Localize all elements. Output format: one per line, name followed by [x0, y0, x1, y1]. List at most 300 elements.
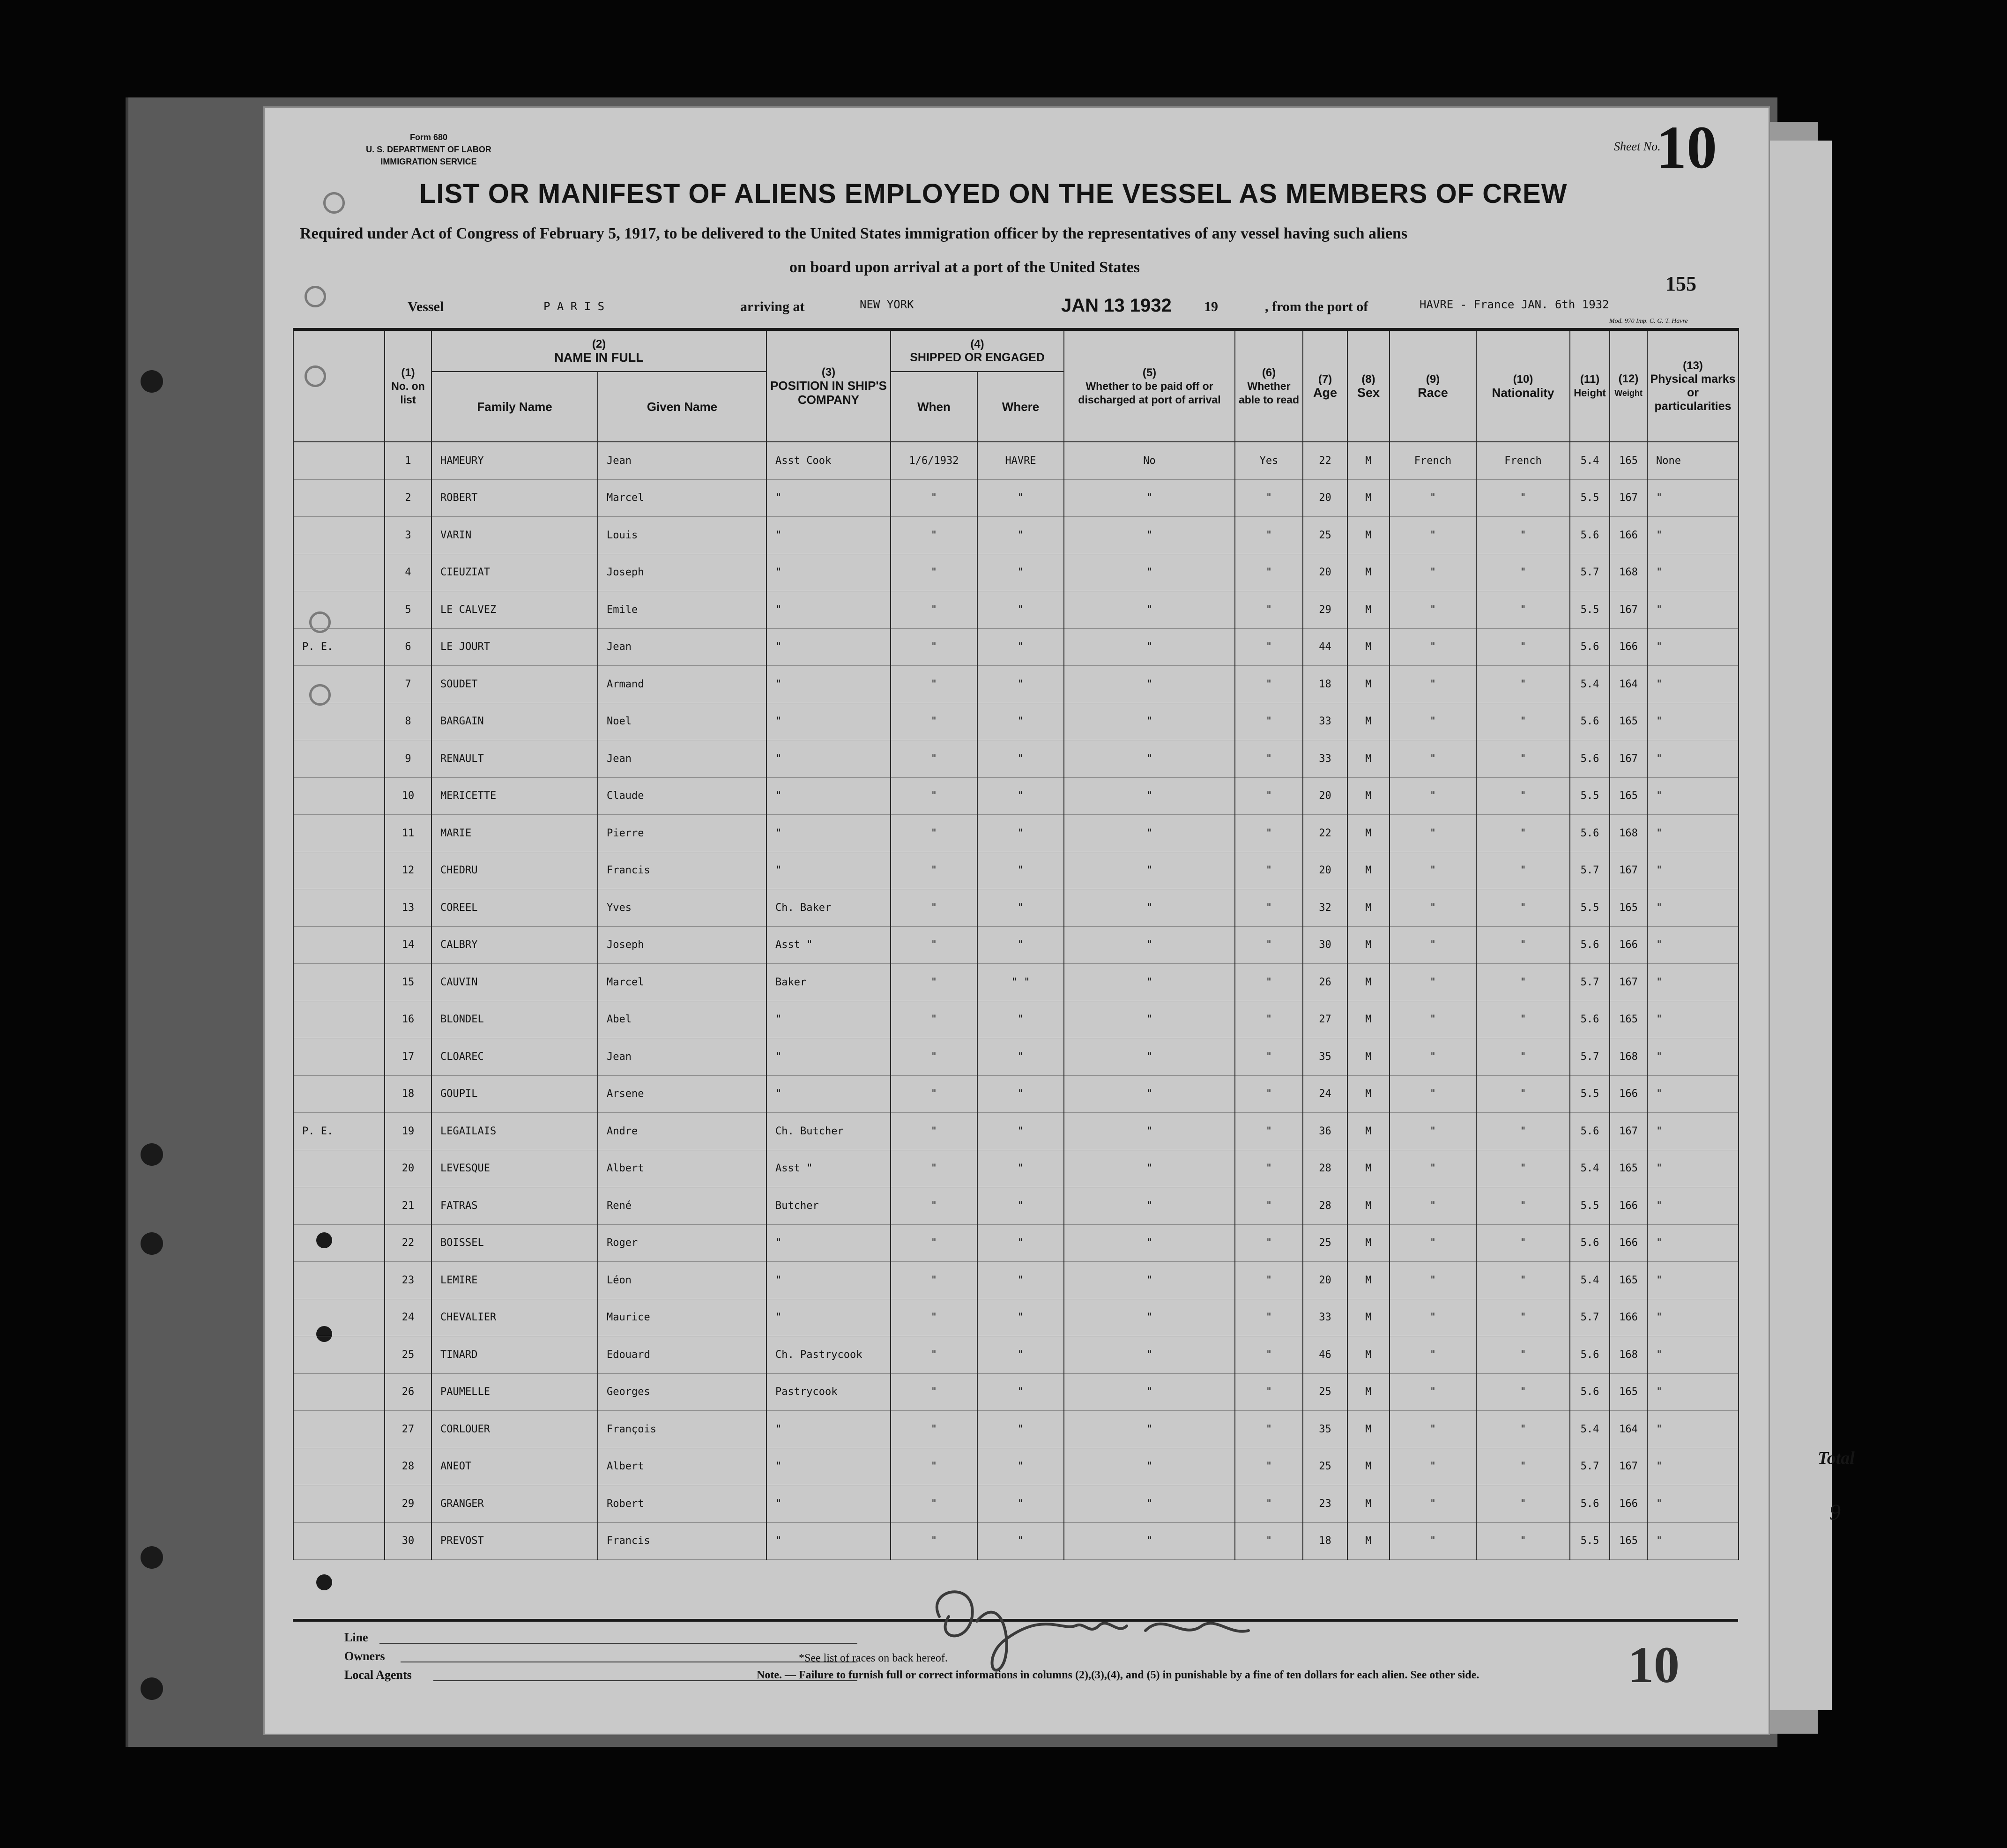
- family-name-cell: PAUMELLE: [431, 1373, 598, 1411]
- height-cell: 5.6: [1570, 1001, 1610, 1038]
- position-cell: ": [766, 591, 891, 629]
- family-name-cell: CIEUZIAT: [431, 554, 598, 591]
- when-cell: ": [891, 777, 977, 815]
- position-cell: ": [766, 666, 891, 703]
- family-name-cell: GRANGER: [431, 1485, 598, 1523]
- height-cell: 5.7: [1570, 1038, 1610, 1076]
- col-paid-off-header: (5) Whether to be paid off or discharged at port of arrival: [1064, 329, 1235, 442]
- race-cell: ": [1390, 1485, 1476, 1523]
- form-number: Form 680: [409, 133, 448, 142]
- col-given-name-header: Given Name: [598, 372, 766, 442]
- paid-off-cell: ": [1064, 517, 1235, 554]
- where-cell: ": [977, 628, 1064, 666]
- note-cell: [293, 703, 385, 740]
- age-cell: 30: [1303, 926, 1347, 964]
- table-row: [293, 479, 1739, 517]
- height-cell: 5.7: [1570, 554, 1610, 591]
- list-number-cell: 18: [385, 1075, 431, 1113]
- paid-off-cell: ": [1064, 1187, 1235, 1225]
- position-cell: Asst ": [766, 1150, 891, 1187]
- table-row: [293, 1001, 1739, 1038]
- owners-label: Owners: [344, 1649, 385, 1663]
- table-row: [293, 964, 1739, 1001]
- where-cell: ": [977, 1224, 1064, 1262]
- family-name-cell: BLONDEL: [431, 1001, 598, 1038]
- when-cell: ": [891, 740, 977, 778]
- paid-off-cell: ": [1064, 1373, 1235, 1411]
- given-name-cell: Léon: [598, 1262, 766, 1299]
- marks-cell: ": [1647, 1299, 1739, 1336]
- family-name-cell: BOISSEL: [431, 1224, 598, 1262]
- paid-off-cell: ": [1064, 1299, 1235, 1336]
- race-cell: ": [1390, 815, 1476, 852]
- able-to-read-cell: ": [1235, 1075, 1303, 1113]
- where-cell: ": [977, 889, 1064, 927]
- able-to-read-cell: ": [1235, 591, 1303, 629]
- sex-cell: M: [1347, 889, 1390, 927]
- table-row: [293, 889, 1739, 927]
- given-name-cell: Pierre: [598, 815, 766, 852]
- family-name-cell: SOUDET: [431, 666, 598, 703]
- table-row: [293, 628, 1739, 666]
- notes-header: [293, 329, 385, 442]
- age-cell: 25: [1303, 1224, 1347, 1262]
- family-name-cell: CAUVIN: [431, 964, 598, 1001]
- able-to-read-cell: ": [1235, 1262, 1303, 1299]
- age-cell: 22: [1303, 442, 1347, 479]
- where-cell: ": [977, 1075, 1064, 1113]
- list-number-cell: 14: [385, 926, 431, 964]
- given-name-cell: Jean: [598, 1038, 766, 1076]
- nationality-cell: ": [1476, 1150, 1570, 1187]
- when-cell: ": [891, 889, 977, 927]
- binder-hole: [141, 1143, 163, 1166]
- marks-cell: ": [1647, 1373, 1739, 1411]
- race-cell: ": [1390, 1187, 1476, 1225]
- table-row: [293, 1448, 1739, 1485]
- nationality-cell: ": [1476, 628, 1570, 666]
- sex-cell: M: [1347, 1262, 1390, 1299]
- when-cell: ": [891, 554, 977, 591]
- position-cell: Asst Cook: [766, 442, 891, 479]
- nationality-cell: ": [1476, 815, 1570, 852]
- given-name-cell: Jean: [598, 442, 766, 479]
- race-cell: ": [1390, 1448, 1476, 1485]
- paid-off-cell: ": [1064, 628, 1235, 666]
- position-cell: Ch. Baker: [766, 889, 891, 927]
- sex-cell: M: [1347, 479, 1390, 517]
- age-cell: 44: [1303, 628, 1347, 666]
- nationality-cell: ": [1476, 703, 1570, 740]
- nationality-cell: ": [1476, 666, 1570, 703]
- given-name-cell: Maurice: [598, 1299, 766, 1336]
- note-cell: [293, 777, 385, 815]
- given-name-cell: Roger: [598, 1224, 766, 1262]
- right-total-label: Total: [1818, 1448, 1855, 1468]
- paid-off-cell: ": [1064, 852, 1235, 889]
- arriving-port: NEW YORK: [860, 298, 914, 311]
- family-name-cell: VARIN: [431, 517, 598, 554]
- able-to-read-cell: ": [1235, 1299, 1303, 1336]
- height-cell: 5.4: [1570, 1262, 1610, 1299]
- position-cell: ": [766, 1262, 891, 1299]
- list-number-cell: 21: [385, 1187, 431, 1225]
- height-cell: 5.6: [1570, 703, 1610, 740]
- age-cell: 33: [1303, 740, 1347, 778]
- table-row: [293, 1522, 1739, 1560]
- given-name-cell: Marcel: [598, 964, 766, 1001]
- where-cell: ": [977, 1448, 1064, 1485]
- able-to-read-cell: ": [1235, 852, 1303, 889]
- list-number-cell: 30: [385, 1522, 431, 1560]
- position-cell: ": [766, 628, 891, 666]
- sex-cell: M: [1347, 926, 1390, 964]
- table-row: [293, 554, 1739, 591]
- nationality-cell: ": [1476, 1336, 1570, 1374]
- marks-cell: ": [1647, 1224, 1739, 1262]
- age-cell: 28: [1303, 1150, 1347, 1187]
- sex-cell: M: [1347, 1150, 1390, 1187]
- subtitle-line2: on board upon arrival at a port of the United States: [789, 259, 1140, 276]
- age-cell: 24: [1303, 1075, 1347, 1113]
- nationality-cell: ": [1476, 852, 1570, 889]
- able-to-read-cell: ": [1235, 964, 1303, 1001]
- paid-off-cell: ": [1064, 1150, 1235, 1187]
- age-cell: 29: [1303, 591, 1347, 629]
- height-cell: 5.6: [1570, 628, 1610, 666]
- family-name-cell: LEGAILAIS: [431, 1113, 598, 1150]
- note-cell: [293, 1187, 385, 1225]
- manifest-page: [265, 108, 1769, 1734]
- race-cell: ": [1390, 554, 1476, 591]
- nationality-cell: ": [1476, 964, 1570, 1001]
- list-number-cell: 13: [385, 889, 431, 927]
- when-cell: 1/6/1932: [891, 442, 977, 479]
- note-cell: P. E.: [293, 1113, 385, 1150]
- race-cell: ": [1390, 1001, 1476, 1038]
- where-cell: ": [977, 1262, 1064, 1299]
- where-cell: ": [977, 1001, 1064, 1038]
- note-cell: [293, 554, 385, 591]
- paid-off-cell: ": [1064, 1075, 1235, 1113]
- given-name-cell: Jean: [598, 740, 766, 778]
- age-cell: 36: [1303, 1113, 1347, 1150]
- weight-cell: 168: [1610, 554, 1647, 591]
- where-cell: ": [977, 1299, 1064, 1336]
- marks-cell: ": [1647, 591, 1739, 629]
- col-weight-header: (12) Weight: [1610, 329, 1647, 442]
- table-row: [293, 1150, 1739, 1187]
- marks-cell: ": [1647, 964, 1739, 1001]
- nationality-cell: French: [1476, 442, 1570, 479]
- sex-cell: M: [1347, 1411, 1390, 1448]
- races-note: *See list of races on back hereof.: [799, 1652, 948, 1664]
- able-to-read-cell: ": [1235, 889, 1303, 927]
- weight-cell: 165: [1610, 1150, 1647, 1187]
- given-name-cell: René: [598, 1187, 766, 1225]
- date-stamp: JAN 13 1932: [1061, 295, 1172, 316]
- local-agents-label: Local Agents: [344, 1668, 412, 1682]
- weight-cell: 164: [1610, 1411, 1647, 1448]
- family-name-cell: BARGAIN: [431, 703, 598, 740]
- height-cell: 5.5: [1570, 479, 1610, 517]
- family-name-cell: MARIE: [431, 815, 598, 852]
- race-cell: ": [1390, 517, 1476, 554]
- sex-cell: M: [1347, 442, 1390, 479]
- height-cell: 5.6: [1570, 1485, 1610, 1523]
- when-cell: ": [891, 479, 977, 517]
- service-name: IMMIGRATION SERVICE: [380, 157, 477, 166]
- position-cell: ": [766, 1299, 891, 1336]
- race-cell: ": [1390, 777, 1476, 815]
- list-number-cell: 10: [385, 777, 431, 815]
- given-name-cell: Georges: [598, 1373, 766, 1411]
- marks-cell: ": [1647, 1485, 1739, 1523]
- note-cell: [293, 1038, 385, 1076]
- position-cell: ": [766, 852, 891, 889]
- race-cell: ": [1390, 479, 1476, 517]
- given-name-cell: Marcel: [598, 479, 766, 517]
- paid-off-cell: ": [1064, 926, 1235, 964]
- race-cell: ": [1390, 666, 1476, 703]
- sex-cell: M: [1347, 815, 1390, 852]
- weight-cell: 167: [1610, 591, 1647, 629]
- note-cell: [293, 1411, 385, 1448]
- family-name-cell: HAMEURY: [431, 442, 598, 479]
- marks-cell: ": [1647, 1411, 1739, 1448]
- when-cell: ": [891, 1075, 977, 1113]
- able-to-read-cell: ": [1235, 1001, 1303, 1038]
- col-name-header: (2) NAME IN FULL: [431, 329, 766, 372]
- height-cell: 5.7: [1570, 1448, 1610, 1485]
- paid-off-cell: ": [1064, 1262, 1235, 1299]
- note-cell: P. E.: [293, 628, 385, 666]
- list-number-cell: 15: [385, 964, 431, 1001]
- nationality-cell: ": [1476, 591, 1570, 629]
- nationality-cell: ": [1476, 1262, 1570, 1299]
- weight-cell: 165: [1610, 1262, 1647, 1299]
- col-height-header: (11) Height: [1570, 329, 1610, 442]
- able-to-read-cell: ": [1235, 479, 1303, 517]
- sex-cell: M: [1347, 703, 1390, 740]
- weight-cell: 165: [1610, 1373, 1647, 1411]
- family-name-cell: CHEVALIER: [431, 1299, 598, 1336]
- position-cell: Pastrycook: [766, 1373, 891, 1411]
- weight-cell: 166: [1610, 1224, 1647, 1262]
- position-cell: ": [766, 1485, 891, 1523]
- list-number-cell: 23: [385, 1262, 431, 1299]
- marks-cell: ": [1647, 1522, 1739, 1560]
- sex-cell: M: [1347, 1448, 1390, 1485]
- given-name-cell: Noel: [598, 703, 766, 740]
- given-name-cell: Robert: [598, 1485, 766, 1523]
- paid-off-cell: ": [1064, 1448, 1235, 1485]
- note-cell: [293, 591, 385, 629]
- given-name-cell: Albert: [598, 1150, 766, 1187]
- given-name-cell: Claude: [598, 777, 766, 815]
- where-cell: ": [977, 479, 1064, 517]
- weight-cell: 166: [1610, 1187, 1647, 1225]
- where-cell: ": [977, 777, 1064, 815]
- where-cell: ": [977, 554, 1064, 591]
- when-cell: ": [891, 1224, 977, 1262]
- marks-cell: ": [1647, 889, 1739, 927]
- given-name-cell: Arsene: [598, 1075, 766, 1113]
- able-to-read-cell: ": [1235, 1113, 1303, 1150]
- sex-cell: M: [1347, 964, 1390, 1001]
- nationality-cell: ": [1476, 1299, 1570, 1336]
- table-row: [293, 1187, 1739, 1225]
- height-cell: 5.4: [1570, 1150, 1610, 1187]
- paid-off-cell: ": [1064, 554, 1235, 591]
- note-cell: [293, 1448, 385, 1485]
- list-number-cell: 22: [385, 1224, 431, 1262]
- when-cell: ": [891, 1001, 977, 1038]
- when-cell: ": [891, 1336, 977, 1374]
- punch-ring: [305, 286, 326, 307]
- col-family-name-header: Family Name: [431, 372, 598, 442]
- weight-cell: 167: [1610, 852, 1647, 889]
- sex-cell: M: [1347, 1187, 1390, 1225]
- note-cell: [293, 1373, 385, 1411]
- height-cell: 5.5: [1570, 1187, 1610, 1225]
- weight-cell: 165: [1610, 442, 1647, 479]
- marks-cell: ": [1647, 1001, 1739, 1038]
- table-row: [293, 777, 1739, 815]
- note-cell: [293, 1150, 385, 1187]
- department-name: U. S. DEPARTMENT OF LABOR: [366, 145, 491, 154]
- given-name-cell: Armand: [598, 666, 766, 703]
- weight-cell: 165: [1610, 777, 1647, 815]
- list-number-cell: 26: [385, 1373, 431, 1411]
- sex-cell: M: [1347, 1113, 1390, 1150]
- able-to-read-cell: ": [1235, 1336, 1303, 1374]
- race-cell: ": [1390, 889, 1476, 927]
- col-shipped-header: (4) SHIPPED OR ENGAGED: [891, 329, 1064, 372]
- family-name-cell: PREVOST: [431, 1522, 598, 1560]
- position-cell: ": [766, 554, 891, 591]
- list-number-cell: 28: [385, 1448, 431, 1485]
- sex-cell: M: [1347, 554, 1390, 591]
- punch-hole: [316, 1574, 332, 1590]
- table-row: [293, 1485, 1739, 1523]
- height-cell: 5.6: [1570, 1224, 1610, 1262]
- paid-off-cell: No: [1064, 442, 1235, 479]
- col-position-header: (3) POSITION IN SHIP'S COMPANY: [766, 329, 891, 442]
- list-number-cell: 8: [385, 703, 431, 740]
- nationality-cell: ": [1476, 1224, 1570, 1262]
- family-name-cell: CLOAREC: [431, 1038, 598, 1076]
- when-cell: ": [891, 964, 977, 1001]
- list-number-cell: 16: [385, 1001, 431, 1038]
- marks-cell: ": [1647, 1075, 1739, 1113]
- position-cell: ": [766, 777, 891, 815]
- able-to-read-cell: ": [1235, 777, 1303, 815]
- able-to-read-cell: ": [1235, 517, 1303, 554]
- note-cell: [293, 1485, 385, 1523]
- age-cell: 20: [1303, 1262, 1347, 1299]
- where-cell: ": [977, 815, 1064, 852]
- given-name-cell: François: [598, 1411, 766, 1448]
- paid-off-cell: ": [1064, 815, 1235, 852]
- height-cell: 5.5: [1570, 1522, 1610, 1560]
- family-name-cell: CALBRY: [431, 926, 598, 964]
- when-cell: ": [891, 852, 977, 889]
- family-name-cell: RENAULT: [431, 740, 598, 778]
- table-row: [293, 1262, 1739, 1299]
- nationality-cell: ": [1476, 1075, 1570, 1113]
- line-label: Line: [344, 1631, 368, 1644]
- able-to-read-cell: ": [1235, 1411, 1303, 1448]
- position-cell: ": [766, 1001, 891, 1038]
- height-cell: 5.4: [1570, 666, 1610, 703]
- when-cell: ": [891, 1373, 977, 1411]
- list-number-cell: 12: [385, 852, 431, 889]
- given-name-cell: Francis: [598, 852, 766, 889]
- note-cell: [293, 852, 385, 889]
- paid-off-cell: ": [1064, 666, 1235, 703]
- note-cell: [293, 1075, 385, 1113]
- when-cell: ": [891, 926, 977, 964]
- note-cell: [293, 1262, 385, 1299]
- race-cell: ": [1390, 703, 1476, 740]
- where-cell: ": [977, 591, 1064, 629]
- position-cell: ": [766, 1075, 891, 1113]
- list-number-cell: 1: [385, 442, 431, 479]
- race-cell: ": [1390, 1299, 1476, 1336]
- nationality-cell: ": [1476, 1001, 1570, 1038]
- position-cell: Baker: [766, 964, 891, 1001]
- page-title: LIST OR MANIFEST OF ALIENS EMPLOYED ON THE VESSEL AS MEMBERS OF CREW: [419, 179, 1568, 209]
- right-total-value: 9: [1829, 1500, 1841, 1525]
- paid-off-cell: ": [1064, 1001, 1235, 1038]
- able-to-read-cell: ": [1235, 1187, 1303, 1225]
- note-cell: [293, 1299, 385, 1336]
- note-cell: [293, 964, 385, 1001]
- marks-cell: ": [1647, 703, 1739, 740]
- form-header: [307, 131, 550, 168]
- given-name-cell: Joseph: [598, 926, 766, 964]
- line-field: [379, 1643, 857, 1644]
- table-row: [293, 1336, 1739, 1374]
- height-cell: 5.5: [1570, 777, 1610, 815]
- table-row: [293, 1373, 1739, 1411]
- height-cell: 5.5: [1570, 1075, 1610, 1113]
- nationality-cell: ": [1476, 1448, 1570, 1485]
- family-name-cell: LE CALVEZ: [431, 591, 598, 629]
- paid-off-cell: ": [1064, 1522, 1235, 1560]
- table-row: [293, 1224, 1739, 1262]
- when-cell: ": [891, 591, 977, 629]
- age-cell: 26: [1303, 964, 1347, 1001]
- col-marks-header: (13) Physical marks or particularities: [1647, 329, 1739, 442]
- able-to-read-cell: ": [1235, 1448, 1303, 1485]
- weight-cell: 166: [1610, 517, 1647, 554]
- sex-cell: M: [1347, 1038, 1390, 1076]
- list-number-cell: 24: [385, 1299, 431, 1336]
- family-name-cell: MERICETTE: [431, 777, 598, 815]
- height-cell: 5.5: [1570, 591, 1610, 629]
- list-number-cell: 9: [385, 740, 431, 778]
- position-cell: Ch. Butcher: [766, 1113, 891, 1150]
- given-name-cell: Albert: [598, 1448, 766, 1485]
- note-cell: [293, 815, 385, 852]
- col-read-header: (6) Whether able to read: [1235, 329, 1303, 442]
- where-cell: ": [977, 703, 1064, 740]
- nationality-cell: ": [1476, 740, 1570, 778]
- sex-cell: M: [1347, 1522, 1390, 1560]
- back-sheet-edge-light: [1766, 141, 1832, 1710]
